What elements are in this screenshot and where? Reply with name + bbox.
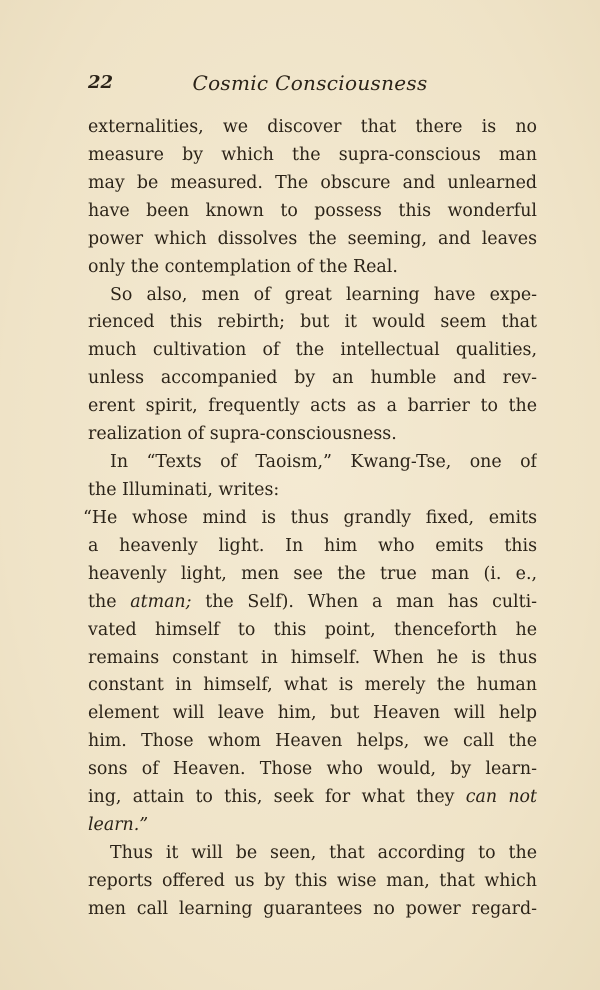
text-segment: may be measured. The obscure and unlearned <box>88 172 537 193</box>
text-line <box>88 840 537 868</box>
text-segment: much cultivation of the intellectual qualities, <box>88 340 537 361</box>
text-line <box>88 896 537 924</box>
text-line <box>88 393 537 421</box>
text-segment: measure by which the supra-conscious man <box>88 144 537 165</box>
italic-text: atman; <box>130 591 192 612</box>
text-line <box>88 589 537 617</box>
text-segment: “He whose mind is thus grandly fixed, emits <box>83 507 537 528</box>
text-segment: In “Texts of Taoism,” Kwang-Tse, one of <box>110 452 537 473</box>
text-segment: power which dissolves the seeming, and leaves <box>88 228 537 249</box>
text-line <box>88 672 537 700</box>
text-segment: reports offered us by this wise man, that which <box>88 870 537 891</box>
text-line <box>88 282 537 310</box>
text-line <box>88 226 537 254</box>
text-segment: have been known to possess this wonderful <box>88 200 537 221</box>
text-line <box>88 337 537 365</box>
body-text <box>83 114 537 924</box>
text-line <box>88 561 537 589</box>
text-segment: ing, attain to this, seek for what they <box>88 787 466 808</box>
text-segment: the <box>88 591 131 612</box>
text-line <box>88 114 537 142</box>
text-line <box>88 700 537 728</box>
text-segment: only the contemplation of the Real. <box>88 256 398 277</box>
text-line <box>88 198 537 226</box>
text-line <box>88 645 537 673</box>
text-line <box>88 170 537 198</box>
text-segment: externalities, we discover that there is no <box>88 117 537 137</box>
italic-text: can not <box>465 787 537 808</box>
text-segment: unless accompanied by an humble and rev- <box>88 368 537 389</box>
running-title: Cosmic Consciousness <box>192 71 428 95</box>
text-segment: constant in himself, what is merely the human <box>88 675 537 696</box>
text-line <box>88 756 537 784</box>
text-segment: Thus it will be seen, that according to the <box>110 842 537 863</box>
text-line <box>88 617 537 645</box>
text-segment: a heavenly light. In him who emits this <box>88 535 537 556</box>
text-line <box>88 142 537 170</box>
text-line <box>88 365 537 393</box>
text-line <box>88 309 537 337</box>
text-segment: heavenly light, men see the true man (i. e., <box>88 563 537 584</box>
text-segment: sons of Heaven. Those who would, by learn- <box>88 759 537 780</box>
text-line <box>88 728 537 756</box>
text-line <box>88 868 537 896</box>
text-line <box>88 533 537 561</box>
italic-text: learn.” <box>88 815 149 836</box>
text-line <box>88 784 537 812</box>
text-line <box>88 421 537 449</box>
text-line <box>88 254 537 282</box>
text-line <box>83 505 537 533</box>
text-segment: rienced this rebirth; but it would seem that <box>88 312 537 333</box>
text-segment: the Illuminati, writes: <box>88 479 280 500</box>
text-segment: realization of supra-consciousness. <box>88 424 397 445</box>
text-segment: him. Those whom Heaven helps, we call the <box>88 731 537 752</box>
text-segment: element will leave him, but Heaven will help <box>88 703 537 724</box>
text-line <box>88 449 537 477</box>
text-segment: the Self). When a man has culti- <box>191 591 537 612</box>
text-segment: erent spirit, frequently acts as a barrier to the <box>88 396 537 417</box>
text-line <box>88 477 537 505</box>
page-number: 22 <box>88 72 114 93</box>
text-segment: So also, men of great learning have expe- <box>110 284 537 305</box>
text-segment: vated himself to this point, thenceforth he <box>88 619 537 640</box>
text-segment: remains constant in himself. When he is thus <box>88 647 537 668</box>
text-line <box>88 812 537 840</box>
text-segment: men call learning guarantees no power regard- <box>88 898 537 919</box>
